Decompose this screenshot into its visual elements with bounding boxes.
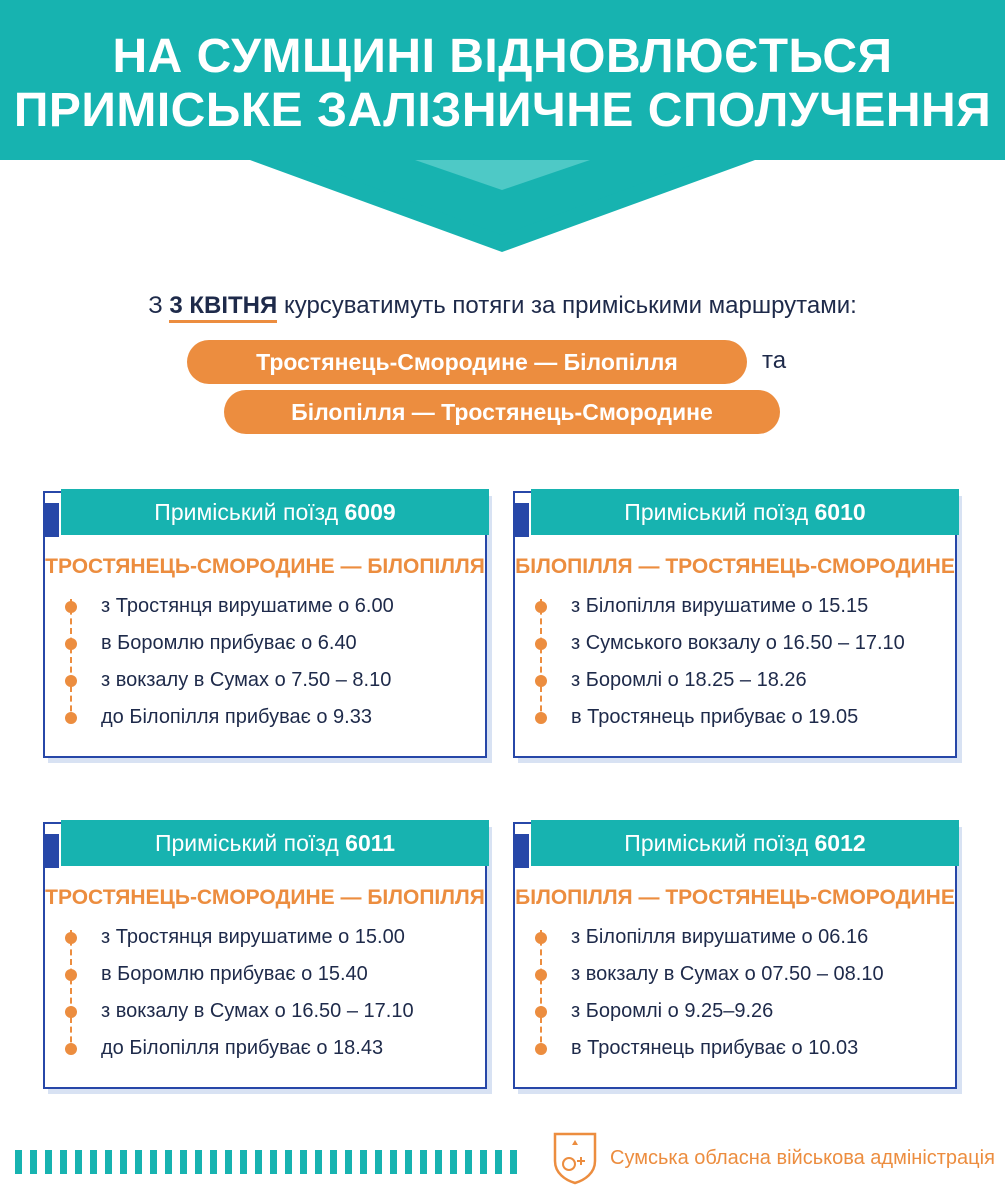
bullet-dot-icon (65, 1043, 77, 1055)
bullet-dot-icon (65, 712, 77, 724)
stop-text: з Білопілля вирушатиме о 06.16 (571, 926, 869, 948)
train-label: Приміський поїзд (154, 830, 339, 856)
train-route: БІЛОПІЛЛЯ — ТРОСТЯНЕЦЬ-СМОРОДИНЕ (515, 555, 955, 578)
bullet-dot-icon (535, 969, 547, 981)
bullet-dot-icon (535, 601, 547, 613)
bullet-dot-icon (535, 675, 547, 687)
bullet-dot-icon (535, 638, 547, 650)
train-card-6009 (43, 491, 487, 758)
bullet-dot-icon (65, 638, 77, 650)
card-accent-bar (43, 834, 59, 868)
bullet-dot-icon (535, 712, 547, 724)
stop-item (65, 667, 475, 704)
stop-item (535, 961, 945, 998)
train-card-6011 (43, 822, 487, 1089)
stop-text: з вокзалу в Сумах о 7.50 – 8.10 (101, 669, 392, 691)
train-label: Приміський поїзд (624, 830, 809, 856)
stop-text: в Боромлю прибуває о 15.40 (101, 963, 368, 985)
intro-text (0, 292, 1005, 320)
page-title (0, 30, 1005, 138)
train-header (61, 489, 489, 535)
card-accent-bar (513, 503, 529, 537)
organization-name: Сумська обласна військова адміністрація (610, 1147, 995, 1169)
stop-item (65, 998, 475, 1035)
bullet-dot-icon (65, 601, 77, 613)
stop-item (65, 704, 475, 741)
bullet-dot-icon (65, 1006, 77, 1018)
stop-item (65, 924, 475, 961)
stop-item (535, 667, 945, 704)
train-header (531, 820, 959, 866)
stop-list (65, 924, 475, 1072)
stop-text: з вокзалу в Сумах о 07.50 – 08.10 (571, 963, 884, 985)
title-line-2: ПРИМІСЬКЕ ЗАЛІЗНИЧНЕ СПОЛУЧЕННЯ (13, 84, 992, 137)
train-card-6010 (513, 491, 957, 758)
stop-item (65, 1035, 475, 1072)
stop-text: в Тростянець прибуває о 10.03 (571, 1037, 859, 1059)
stop-text: до Білопілля прибуває о 9.33 (101, 706, 372, 728)
bullet-dot-icon (535, 932, 547, 944)
title-line-1: НА СУМЩИНІ ВІДНОВЛЮЄТЬСЯ (112, 30, 893, 83)
route-pill-b: Білопілля — Тростянець-Смородине (224, 390, 780, 434)
stop-list (535, 593, 945, 741)
bullet-dot-icon (535, 1006, 547, 1018)
train-number: 6012 (814, 830, 866, 856)
stop-item (535, 924, 945, 961)
train-header (531, 489, 959, 535)
stop-text: до Білопілля прибуває о 18.43 (101, 1037, 384, 1059)
bullet-dot-icon (65, 675, 77, 687)
train-number: 6009 (344, 499, 396, 525)
train-number: 6010 (814, 499, 866, 525)
stop-item (65, 630, 475, 667)
stop-text: з вокзалу в Сумах о 16.50 – 17.10 (101, 1000, 414, 1022)
stop-text: в Боромлю прибуває о 6.40 (101, 632, 357, 654)
stop-text: з Боромлі о 18.25 – 18.26 (571, 669, 807, 691)
train-label: Приміський поїзд (154, 499, 339, 525)
stop-item (535, 630, 945, 667)
train-card-6012 (513, 822, 957, 1089)
bullet-dot-icon (535, 1043, 547, 1055)
stop-text: з Боромлі о 9.25–9.26 (571, 1000, 774, 1022)
stop-text: з Тростянця вирушатиме о 6.00 (101, 595, 394, 617)
train-route: ТРОСТЯНЕЦЬ-СМОРОДИНЕ — БІЛОПІЛЛЯ (45, 555, 485, 578)
intro-description: курсуватимуть потяги за приміськими маршрутами: (283, 292, 857, 319)
train-header (61, 820, 489, 866)
route-pill-a: Тростянець-Смородине — Білопілля (187, 340, 747, 384)
stop-text: з Тростянця вирушатиме о 15.00 (101, 926, 405, 948)
stop-list (535, 924, 945, 1072)
stop-item (65, 961, 475, 998)
stop-text: в Тростянець прибуває о 19.05 (571, 706, 859, 728)
train-label: Приміський поїзд (624, 499, 809, 525)
stop-item (535, 593, 945, 630)
card-accent-bar (43, 503, 59, 537)
stop-text: з Білопілля вирушатиме о 15.15 (571, 595, 869, 617)
conjunction: та (762, 347, 787, 374)
stop-item (535, 998, 945, 1035)
bullet-dot-icon (65, 969, 77, 981)
stop-item (535, 704, 945, 741)
stop-text: з Сумського вокзалу о 16.50 – 17.10 (571, 632, 905, 654)
stop-list (65, 593, 475, 741)
coat-of-arms-icon (552, 1131, 598, 1185)
stop-item (535, 1035, 945, 1072)
start-date: 3 КВІТНЯ (169, 292, 277, 323)
stop-item (65, 593, 475, 630)
train-route: ТРОСТЯНЕЦЬ-СМОРОДИНЕ — БІЛОПІЛЛЯ (45, 886, 485, 909)
intro-prefix: З (148, 292, 163, 319)
footer-dash-pattern (15, 1150, 525, 1174)
train-number: 6011 (345, 830, 396, 856)
train-route: БІЛОПІЛЛЯ — ТРОСТЯНЕЦЬ-СМОРОДИНЕ (515, 886, 955, 909)
card-accent-bar (513, 834, 529, 868)
bullet-dot-icon (65, 932, 77, 944)
